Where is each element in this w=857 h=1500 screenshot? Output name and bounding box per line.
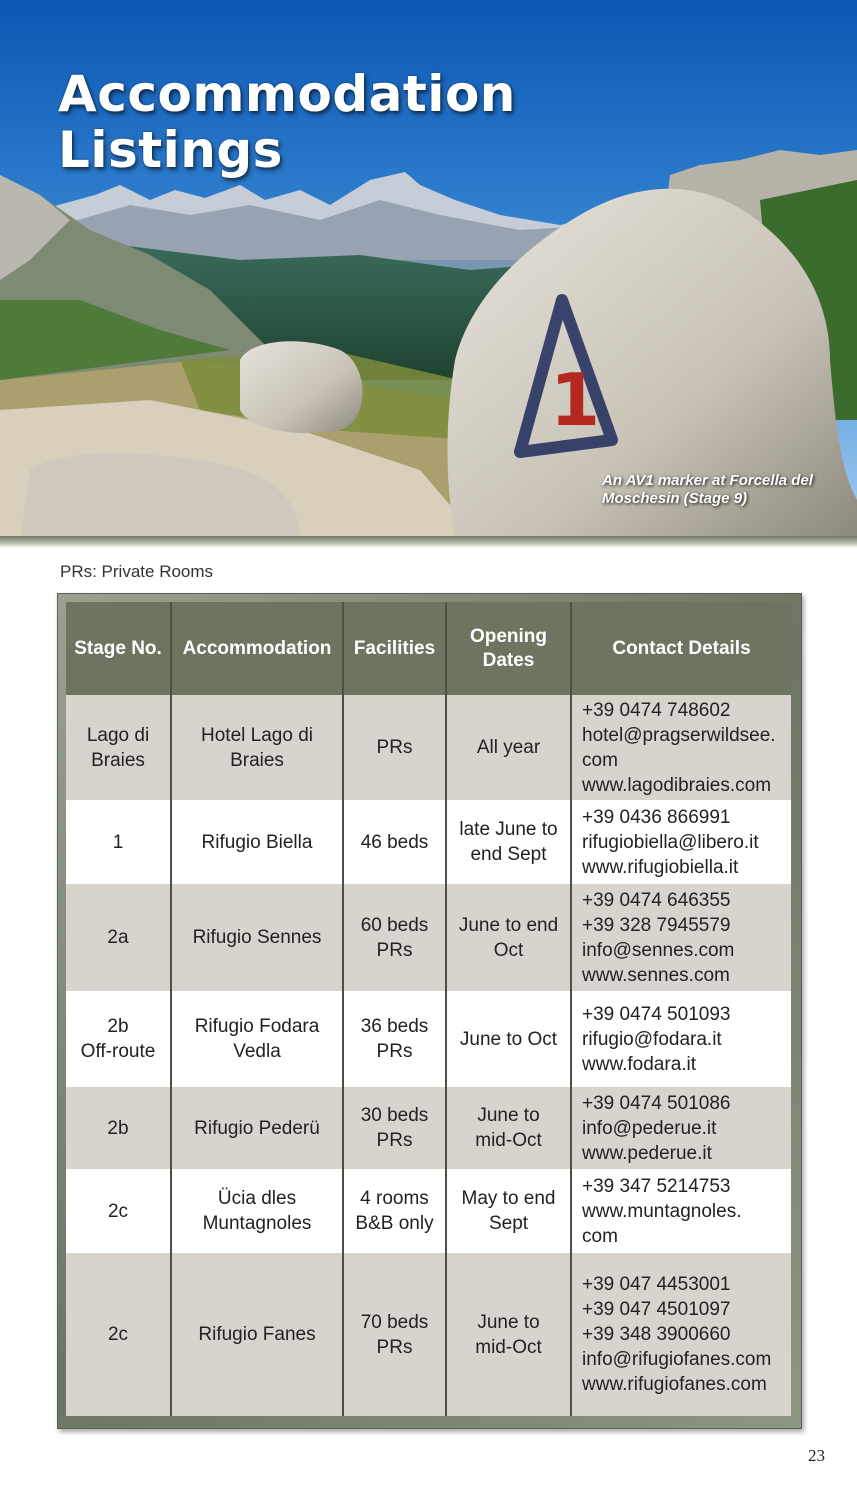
cell-line: Sept	[488, 1213, 529, 1234]
cell-stage	[66, 884, 171, 991]
header-stage: Stage No.	[66, 602, 171, 695]
trail-marker-number: 1	[550, 358, 601, 442]
cell-line: com	[582, 1225, 618, 1247]
cell-facilities	[343, 800, 446, 884]
cell-line: Rifugio Fanes	[198, 1324, 316, 1345]
cell-line: 4 rooms	[360, 1188, 429, 1209]
cell-line: www.rifugiofanes.com	[582, 1374, 767, 1395]
cell-dates	[446, 1087, 571, 1169]
cell-line: info@rifugiofanes.com	[582, 1349, 772, 1370]
cell-accommodation	[171, 884, 343, 991]
cell-line: Hotel Lago di	[201, 724, 313, 746]
cell-dates	[446, 1253, 571, 1416]
cell-line: +39 348 3900660	[582, 1324, 731, 1345]
cell-facilities	[343, 1169, 446, 1253]
cell-stage	[66, 695, 171, 800]
cell-line: mid-Oct	[475, 1336, 542, 1358]
table-row	[66, 695, 791, 800]
cell-line: Lago di	[86, 724, 150, 746]
page-title-line1: Accommodation	[58, 65, 516, 123]
cell-contact	[571, 800, 791, 884]
cell-line: Rifugio Sennes	[192, 927, 322, 948]
cell-line: info@pederue.it	[582, 1117, 717, 1139]
cell-line: 2a	[107, 927, 129, 948]
cell-stage	[66, 1169, 171, 1253]
cell-line: 2b	[107, 1117, 129, 1139]
cell-line: +39 0436 866991	[582, 806, 731, 828]
table-row	[66, 1169, 791, 1253]
cell-line: 30 beds	[360, 1105, 429, 1126]
cell-line: www.muntagnoles.	[582, 1200, 742, 1222]
header-opening-dates-label: Opening Dates	[469, 625, 548, 671]
page-title	[58, 66, 516, 178]
cell-contact	[571, 1087, 791, 1169]
cell-line: 2c	[107, 1200, 129, 1222]
table-header-row	[66, 602, 791, 695]
header-facilities: Facilities	[343, 602, 446, 695]
cell-dates	[446, 695, 571, 800]
cell-facilities	[343, 1253, 446, 1416]
cell-facilities	[343, 695, 446, 800]
table-row	[66, 1253, 791, 1416]
cell-line: Off-route	[80, 1041, 156, 1062]
cell-contact	[571, 695, 791, 800]
cell-line: late June to	[459, 819, 558, 840]
cell-line: PRs	[376, 939, 413, 961]
table-row	[66, 1087, 791, 1169]
cell-line: PRs	[376, 1130, 413, 1151]
cell-line: rifugio@fodara.it	[582, 1028, 722, 1050]
cell-stage	[66, 991, 171, 1087]
cell-line: PRs	[376, 1336, 413, 1358]
cell-line: 46 beds	[360, 831, 429, 853]
cell-line: +39 047 4501097	[582, 1299, 731, 1320]
header-opening-dates	[446, 602, 571, 695]
cell-line: Braies	[230, 749, 284, 771]
cell-accommodation	[171, 800, 343, 884]
cell-line: Muntagnoles	[202, 1213, 312, 1234]
cell-line: info@sennes.com	[582, 939, 735, 961]
cell-line: 2c	[107, 1324, 129, 1345]
cell-contact	[571, 991, 791, 1087]
cell-line: +39 0474 646355	[582, 889, 731, 911]
cell-line: end Sept	[470, 844, 547, 865]
cell-line: June to	[477, 1311, 540, 1333]
table-row	[66, 991, 791, 1087]
cell-line: 36 beds	[360, 1016, 429, 1037]
header-accommodation: Accommodation	[171, 602, 343, 695]
cell-line: www.rifugiobiella.it	[582, 856, 739, 878]
cell-line: Oct	[493, 939, 524, 961]
cell-line: Rifugio Biella	[201, 831, 313, 853]
cell-contact	[571, 1169, 791, 1253]
cell-facilities	[343, 1087, 446, 1169]
abbreviation-note: PRs: Private Rooms	[60, 562, 214, 581]
cell-facilities	[343, 991, 446, 1087]
cell-line: June to Oct	[459, 1028, 558, 1050]
cell-dates	[446, 800, 571, 884]
cell-line: +39 0474 748602	[582, 699, 731, 721]
cell-line: 2b	[107, 1016, 129, 1037]
cell-line: PRs	[376, 1041, 413, 1062]
accommodation-table	[66, 602, 791, 1416]
cell-contact	[571, 884, 791, 991]
cell-contact	[571, 1253, 791, 1416]
table-frame	[57, 593, 802, 1429]
cell-line: rifugiobiella@libero.it	[582, 831, 759, 853]
cell-line: 1	[112, 831, 124, 853]
cell-dates	[446, 884, 571, 991]
cell-accommodation	[171, 1253, 343, 1416]
cell-line: PRs	[376, 737, 413, 758]
table-row	[66, 800, 791, 884]
cell-line: June to	[477, 1105, 540, 1126]
cell-line: +39 0474 501093	[582, 1003, 731, 1025]
cell-line: +39 328 7945579	[582, 914, 731, 936]
cell-stage	[66, 800, 171, 884]
cell-line: mid-Oct	[475, 1130, 542, 1151]
page-title-line2: Listings	[58, 121, 283, 179]
cell-line: +39 047 4453001	[582, 1274, 731, 1295]
header-contact: Contact Details	[571, 602, 791, 695]
cell-stage	[66, 1087, 171, 1169]
cell-accommodation	[171, 1087, 343, 1169]
cell-accommodation	[171, 991, 343, 1087]
cell-line: com	[582, 749, 618, 771]
cell-accommodation	[171, 695, 343, 800]
cell-line: May to end	[461, 1188, 556, 1209]
cell-dates	[446, 1169, 571, 1253]
cell-line: 70 beds	[360, 1311, 429, 1333]
table-row	[66, 884, 791, 991]
cell-line: www.sennes.com	[582, 964, 730, 986]
cell-line: +39 347 5214753	[582, 1175, 731, 1197]
cell-line: Braies	[91, 749, 145, 771]
cell-line: B&B only	[355, 1213, 434, 1234]
cell-line: Rifugio Pederü	[194, 1117, 320, 1139]
cell-facilities	[343, 884, 446, 991]
cell-line: www.pederue.it	[582, 1142, 712, 1164]
cell-accommodation	[171, 1169, 343, 1253]
cell-line: Ücia dles	[217, 1188, 297, 1209]
cell-dates	[446, 991, 571, 1087]
page-number: 23	[808, 1446, 825, 1465]
hero-photo	[0, 0, 857, 540]
cell-stage	[66, 1253, 171, 1416]
cell-line: June to end	[458, 914, 559, 936]
cell-line: www.lagodibraies.com	[582, 774, 772, 796]
cell-line: +39 0474 501086	[582, 1092, 731, 1114]
photo-caption: An AV1 marker at Forcella del Moschesin (Stage 9)	[602, 472, 813, 507]
cell-line: hotel@pragserwildsee.	[582, 724, 776, 746]
cell-line: 60 beds	[360, 914, 429, 936]
cell-line: Rifugio Fodara	[194, 1016, 320, 1037]
cell-line: Vedla	[233, 1041, 281, 1062]
hero-divider	[0, 536, 857, 548]
cell-line: www.fodara.it	[582, 1053, 697, 1075]
cell-line: All year	[476, 737, 541, 758]
